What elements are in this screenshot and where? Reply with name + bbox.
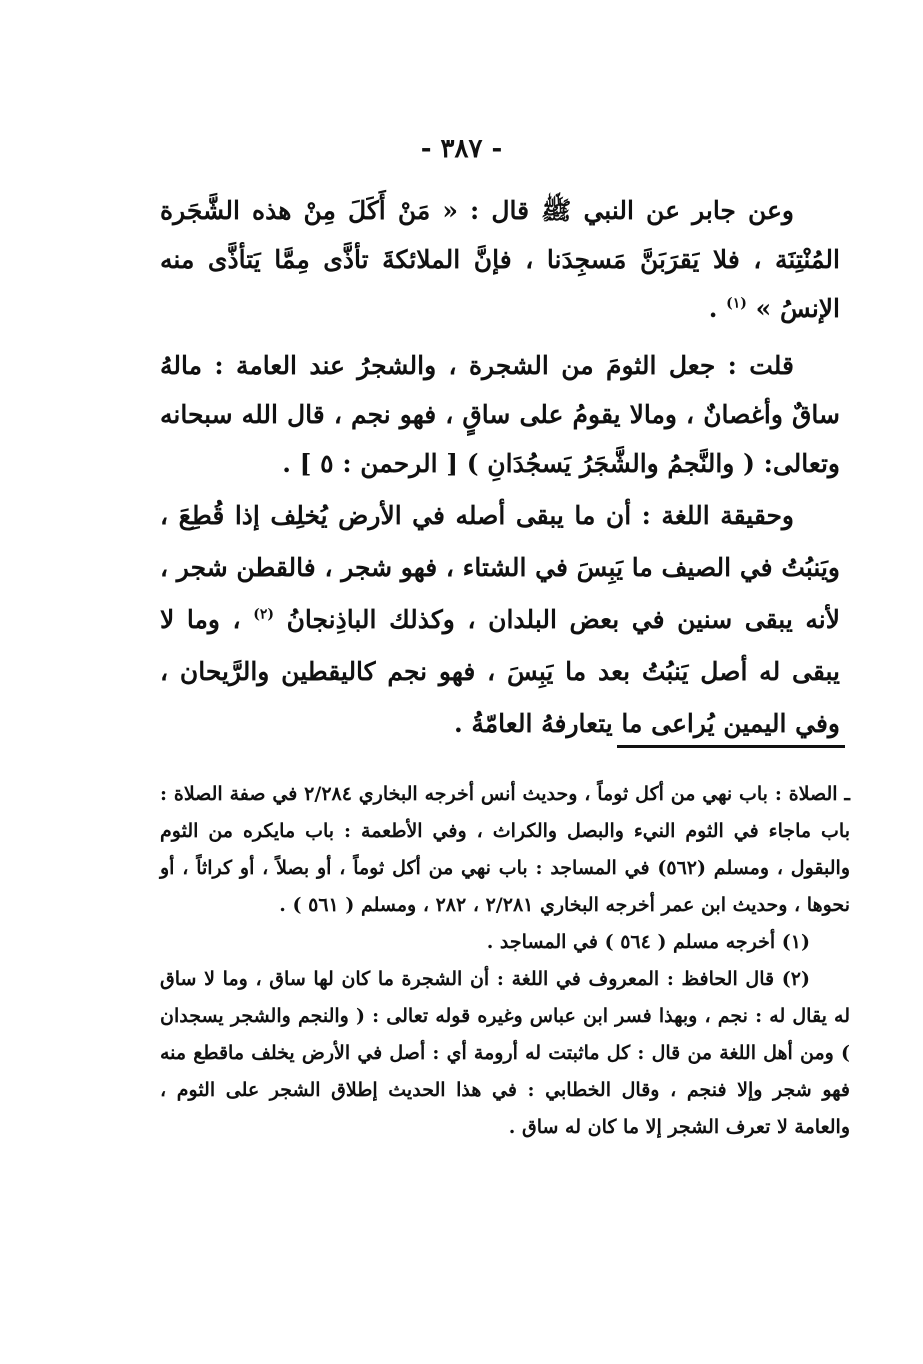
linguistic-text-before: وحقيقة اللغة : أن ما يبقى أصله في الأرض يُخلِف إذا قُطِعَ ، ويَنبُتُ في الصيف ما يَبِسَ في الشتاء ، فهو شجر ، فالقطن شجر ، لأنه يبقى سنين في بعض البلدان ، وكذلك الباذِنجانُ — [160, 501, 840, 634]
footnote-separator — [617, 745, 845, 748]
footnote-indent — [810, 931, 850, 953]
paragraph-indent — [794, 351, 840, 380]
footnote-1-text: (١) أخرجه مسلم ( ٥٦٤ ) في المساجد . — [486, 931, 810, 953]
page-number: - ٣٨٧ - — [420, 134, 503, 164]
commentary-text: قلت : جعل الثومَ من الشجرة ، والشجرُ عند العامة : مالهُ ساقٌ وأغصانٌ ، ومالا يقومُ على ساقٍ ، فهو نجم ، قال الله سبحانه وتعالى: ( والنَّجمُ والشَّجَرُ يَسجُدَانِ ) [ الرحمن : ٥ ] . — [160, 351, 840, 478]
linguistic-paragraph — [160, 490, 840, 750]
paragraph-indent — [794, 501, 840, 530]
hadith-text: وعن جابر عن النبي ﷺ قال : « مَنْ أَكَلَ مِنْ هذه الشَّجَرة المُنْتِنَة ، فلا يَقرَبَنَّ مَسجِدَنا ، فإنَّ الملائكةَ تأذَّى مِمَّا يَتأذَّى منه الإنسُ » — [160, 196, 840, 323]
footnote-ref-2: (٢) — [253, 606, 274, 623]
main-text — [160, 186, 840, 750]
footnote-1 — [160, 924, 850, 961]
footnote-2-text: (٢) قال الحافظ : المعروف في اللغة : أن الشجرة ما كان لها ساق ، وما لا ساق له يقال له : نجم ، وبهذا فسر ابن عباس وغيره قوله تعالى : ( والنجم والشجر يسجدان ) ومن أهل اللغة من قال : كل ماثبتت له أرومة أي : أصل في الأرض يخلف ماقطع منه فهو شجر وإلا فنجم ، وقال الخطابي : في هذا الحديث إطلاق الشجر على الثوم ، والعامة لا تعرف الشجر إلا ما كان له ساق . — [160, 968, 850, 1138]
footnote-ref-1: (١) — [726, 295, 747, 312]
commentary-paragraph — [160, 341, 840, 488]
hadith-tail: . — [708, 294, 727, 323]
footnotes — [160, 776, 850, 1146]
hadith-paragraph — [160, 186, 840, 333]
footnote-indent — [810, 968, 850, 990]
paragraph-indent — [794, 196, 840, 225]
footnote-2 — [160, 961, 850, 1146]
footnote-continuation: ـ الصلاة : باب نهي من أكل ثوماً ، وحديث أنس أخرجه البخاري ٢/٢٨٤ في صفة الصلاة : باب ماجاء في الثوم النيء والبصل والكراث ، وفي الأطعمة : باب مايكره من الثوم والبقول ، ومسلم (٥٦٢) في المساجد : باب نهي من أكل ثوماً ، أو بصلاً ، أو كراثاً ، أو نحوها ، وحديث ابن عمر أخرجه البخاري ٢/٢٨١ ، ٢٨٢ ، ومسلم ( ٥٦١ ) . — [160, 783, 850, 916]
linguistic-text-after: ، وما لا يبقى له أصل يَنبُتُ بعد ما يَبِسَ ، فهو نجم كاليقطين والرَّيحان ، وفي اليمين يُراعى ما يتعارفهُ العامّةُ . — [160, 605, 840, 738]
